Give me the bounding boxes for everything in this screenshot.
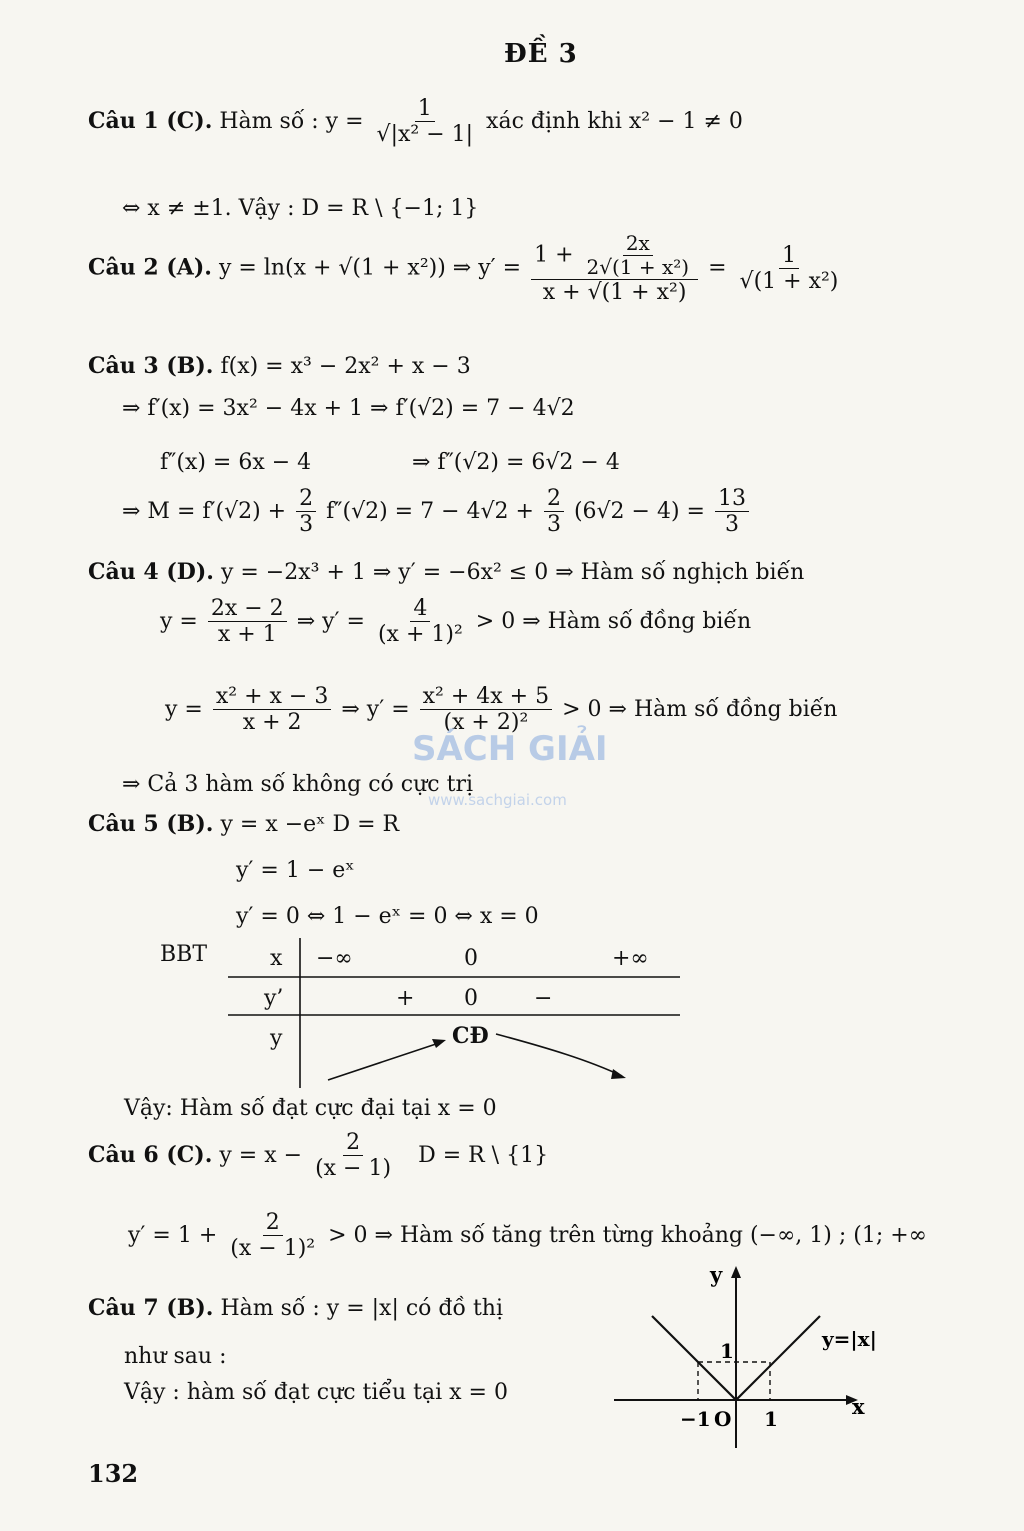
cau4-r2-den: x + 1	[217, 622, 277, 648]
cau2-inner-fraction	[584, 232, 693, 279]
cau4-eq1: y = −2x³ + 1 ⇒ y′ = −6x² ≤ 0 ⇒ Hàm số nghịch biến	[220, 560, 805, 585]
cau1-cond: xác định khi x² − 1 ≠ 0	[486, 108, 743, 134]
page-title: ĐỀ 3	[504, 39, 578, 69]
bbt-x-zero: 0	[464, 946, 478, 971]
cau2-inner-den: 2√(1 + x²)	[586, 255, 690, 279]
cau3-frac2-num: 2	[544, 486, 564, 512]
cau1-fraction	[374, 96, 477, 148]
cau3-fx: f(x) = x³ − 2x² + x − 3	[220, 354, 471, 379]
watermark-url: www.sachgiai.com	[428, 791, 567, 809]
cau4-line2	[160, 596, 751, 648]
cau1-line1	[88, 96, 743, 148]
cau4-r2-num: 2x − 2	[208, 596, 287, 622]
cau3-frac1-den: 3	[299, 512, 314, 538]
bbt-label: BBT	[160, 942, 208, 967]
cau2-res-num: 1	[779, 243, 799, 269]
cau3-line4a: ⇒ M = f′(√2) +	[122, 498, 287, 524]
cau5-line2: y′ = 1 − eˣ	[236, 858, 355, 883]
cau6-frac	[312, 1130, 394, 1182]
graph-curve-label: y=|x|	[822, 1327, 877, 1351]
cau4-r3-frac	[213, 684, 331, 736]
cau2-one-plus: 1 +	[534, 242, 574, 268]
cau3-frac3	[715, 486, 749, 538]
cau1-label: Câu 1 (C).	[88, 107, 213, 134]
graph-x-label: x	[852, 1394, 865, 1419]
cau4-r3-den: x + 2	[242, 710, 302, 736]
cau3-line4b: f″(√2) = 7 − 4√2 +	[326, 498, 534, 524]
cau4-r3-den2: (x + 2)²	[443, 710, 529, 736]
cau4-r2-end: > 0 ⇒ Hàm số đồng biến	[475, 608, 752, 634]
cau3-line2: ⇒ f′(x) = 3x² − 4x + 1 ⇒ f′(√2) = 7 − 4√2	[122, 396, 575, 421]
bbt-y-cd: CĐ	[452, 1023, 489, 1049]
cau7-line1	[88, 1296, 503, 1321]
cau4-r3-y: y =	[165, 696, 203, 722]
cau3-label: Câu 3 (B).	[88, 353, 214, 379]
graph-origin: O	[714, 1407, 732, 1431]
cau4-r3-frac2	[420, 684, 552, 736]
cau5-line1	[88, 812, 399, 837]
cau6-l2-frac	[227, 1210, 318, 1262]
graph-tick-1y: 1	[720, 1339, 734, 1363]
cau2-derivative-num	[531, 232, 698, 280]
cau1-intro: Hàm số : y =	[219, 108, 364, 134]
cau6-l2-num: 2	[263, 1210, 283, 1236]
cau3-frac1-num: 2	[296, 486, 316, 512]
cau3-line3a: f″(x) = 6x − 4	[160, 450, 312, 475]
cau7-line3: Vậy : hàm số đạt cực tiểu tại x = 0	[124, 1380, 508, 1405]
cau4-label: Câu 4 (D).	[88, 559, 214, 585]
cau4-r2-den2: (x + 1)²	[377, 622, 463, 648]
cau3-frac3-num: 13	[715, 486, 749, 512]
watermark-logo: SÁCH GIẢI	[412, 729, 608, 769]
graph-tick-minus1: −1	[680, 1407, 711, 1431]
cau4-r3-end: > 0 ⇒ Hàm số đồng biến	[562, 696, 838, 722]
graph-y-label: y	[710, 1262, 723, 1287]
cau6-domain: D = R \ {1}	[418, 1142, 549, 1168]
cau6-line2	[128, 1210, 927, 1262]
page-number: 132	[88, 1459, 139, 1488]
cau4-r2-num2: 4	[410, 596, 430, 622]
cau4-line3	[165, 684, 837, 736]
cau7-label: Câu 7 (B).	[88, 1295, 214, 1321]
cau6-label: Câu 6 (C).	[88, 1141, 213, 1168]
cau1-line2: ⇔ x ≠ ±1. Vậy : D = R \ {−1; 1}	[122, 196, 479, 221]
cau4-r3-num2: x² + 4x + 5	[420, 684, 552, 710]
cau3-frac2	[544, 486, 564, 538]
y-axis-arrow-icon	[731, 1266, 741, 1278]
cau7-line2: như sau :	[124, 1344, 227, 1369]
cau2-inner-num: 2x	[623, 232, 653, 256]
bbt-x-pos-inf: +∞	[612, 946, 649, 971]
graph-tick-1x: 1	[764, 1407, 778, 1431]
cau2-lhs: y = ln(x + √(1 + x²)) ⇒ y′ =	[218, 255, 522, 281]
cau6-l2-den: (x − 1)²	[230, 1236, 316, 1262]
cau5-line3: y′ = 0 ⇔ 1 − eˣ = 0 ⇔ x = 0	[236, 904, 539, 929]
bbt-y-header: y	[270, 1026, 283, 1051]
cau5-label: Câu 5 (B).	[88, 811, 214, 837]
bbt-x-header: x	[270, 946, 283, 971]
cau2-derivative-fraction	[531, 232, 698, 305]
cau6-den: (x − 1)	[315, 1156, 392, 1182]
bbt-yp-header: y’	[264, 986, 284, 1011]
cau3-frac2-den: 3	[546, 512, 561, 538]
cau3-line4	[122, 486, 752, 538]
abs-graph	[590, 1262, 880, 1452]
cau4-conclusion: ⇒ Cả 3 hàm số không có cực trị	[122, 772, 473, 797]
cau4-r3-num: x² + x − 3	[213, 684, 331, 710]
cau5-conclusion: Vậy: Hàm số đạt cực đại tại x = 0	[124, 1096, 497, 1121]
cau3-frac3-den: 3	[724, 512, 739, 538]
cau4-r2-y: y =	[160, 608, 198, 634]
cau1-num: 1	[415, 96, 435, 122]
cau6-l2-end: > 0 ⇒ Hàm số tăng trên từng khoảng (−∞, 1) ; (1; +∞	[328, 1222, 927, 1248]
cau2-result-fraction	[737, 243, 842, 295]
cau2-eq: =	[708, 255, 727, 281]
cau4-r2-mid: ⇒ y′ =	[296, 608, 365, 634]
cau6-lhs: y = x −	[219, 1142, 303, 1168]
cau1-den: √|x² − 1|	[376, 122, 474, 148]
cau7-text1: Hàm số : y = |x| có đồ thị	[220, 1296, 503, 1321]
cau4-r3-mid: ⇒ y′ =	[341, 696, 410, 722]
bbt-yp-minus: −	[534, 986, 553, 1011]
cau2-res-den: √(1 + x²)	[739, 269, 839, 295]
cau3-frac1	[296, 486, 316, 538]
cau4-line1	[88, 560, 804, 585]
cau2-derivative-den: x + √(1 + x²)	[542, 280, 687, 305]
bbt-yp-plus: +	[396, 986, 415, 1011]
cau3-line1	[88, 354, 471, 379]
cau4-r2-frac2	[375, 596, 466, 648]
cau6-num: 2	[343, 1130, 363, 1156]
cau2-line	[88, 232, 844, 305]
cau4-r2-frac	[208, 596, 287, 648]
cau5-eq: y = x −eˣ D = R	[220, 812, 400, 837]
cau6-l2-lhs: y′ = 1 +	[128, 1222, 218, 1248]
bbt-yp-zero: 0	[464, 986, 478, 1011]
cau6-line1	[88, 1130, 548, 1182]
cau2-label: Câu 2 (A).	[88, 254, 212, 281]
bbt-table	[228, 938, 684, 1090]
bbt-x-neg-inf: −∞	[316, 946, 353, 971]
cau3-line4c: (6√2 − 4) =	[573, 498, 705, 524]
cau3-line3b: ⇒ f″(√2) = 6√2 − 4	[412, 450, 620, 475]
